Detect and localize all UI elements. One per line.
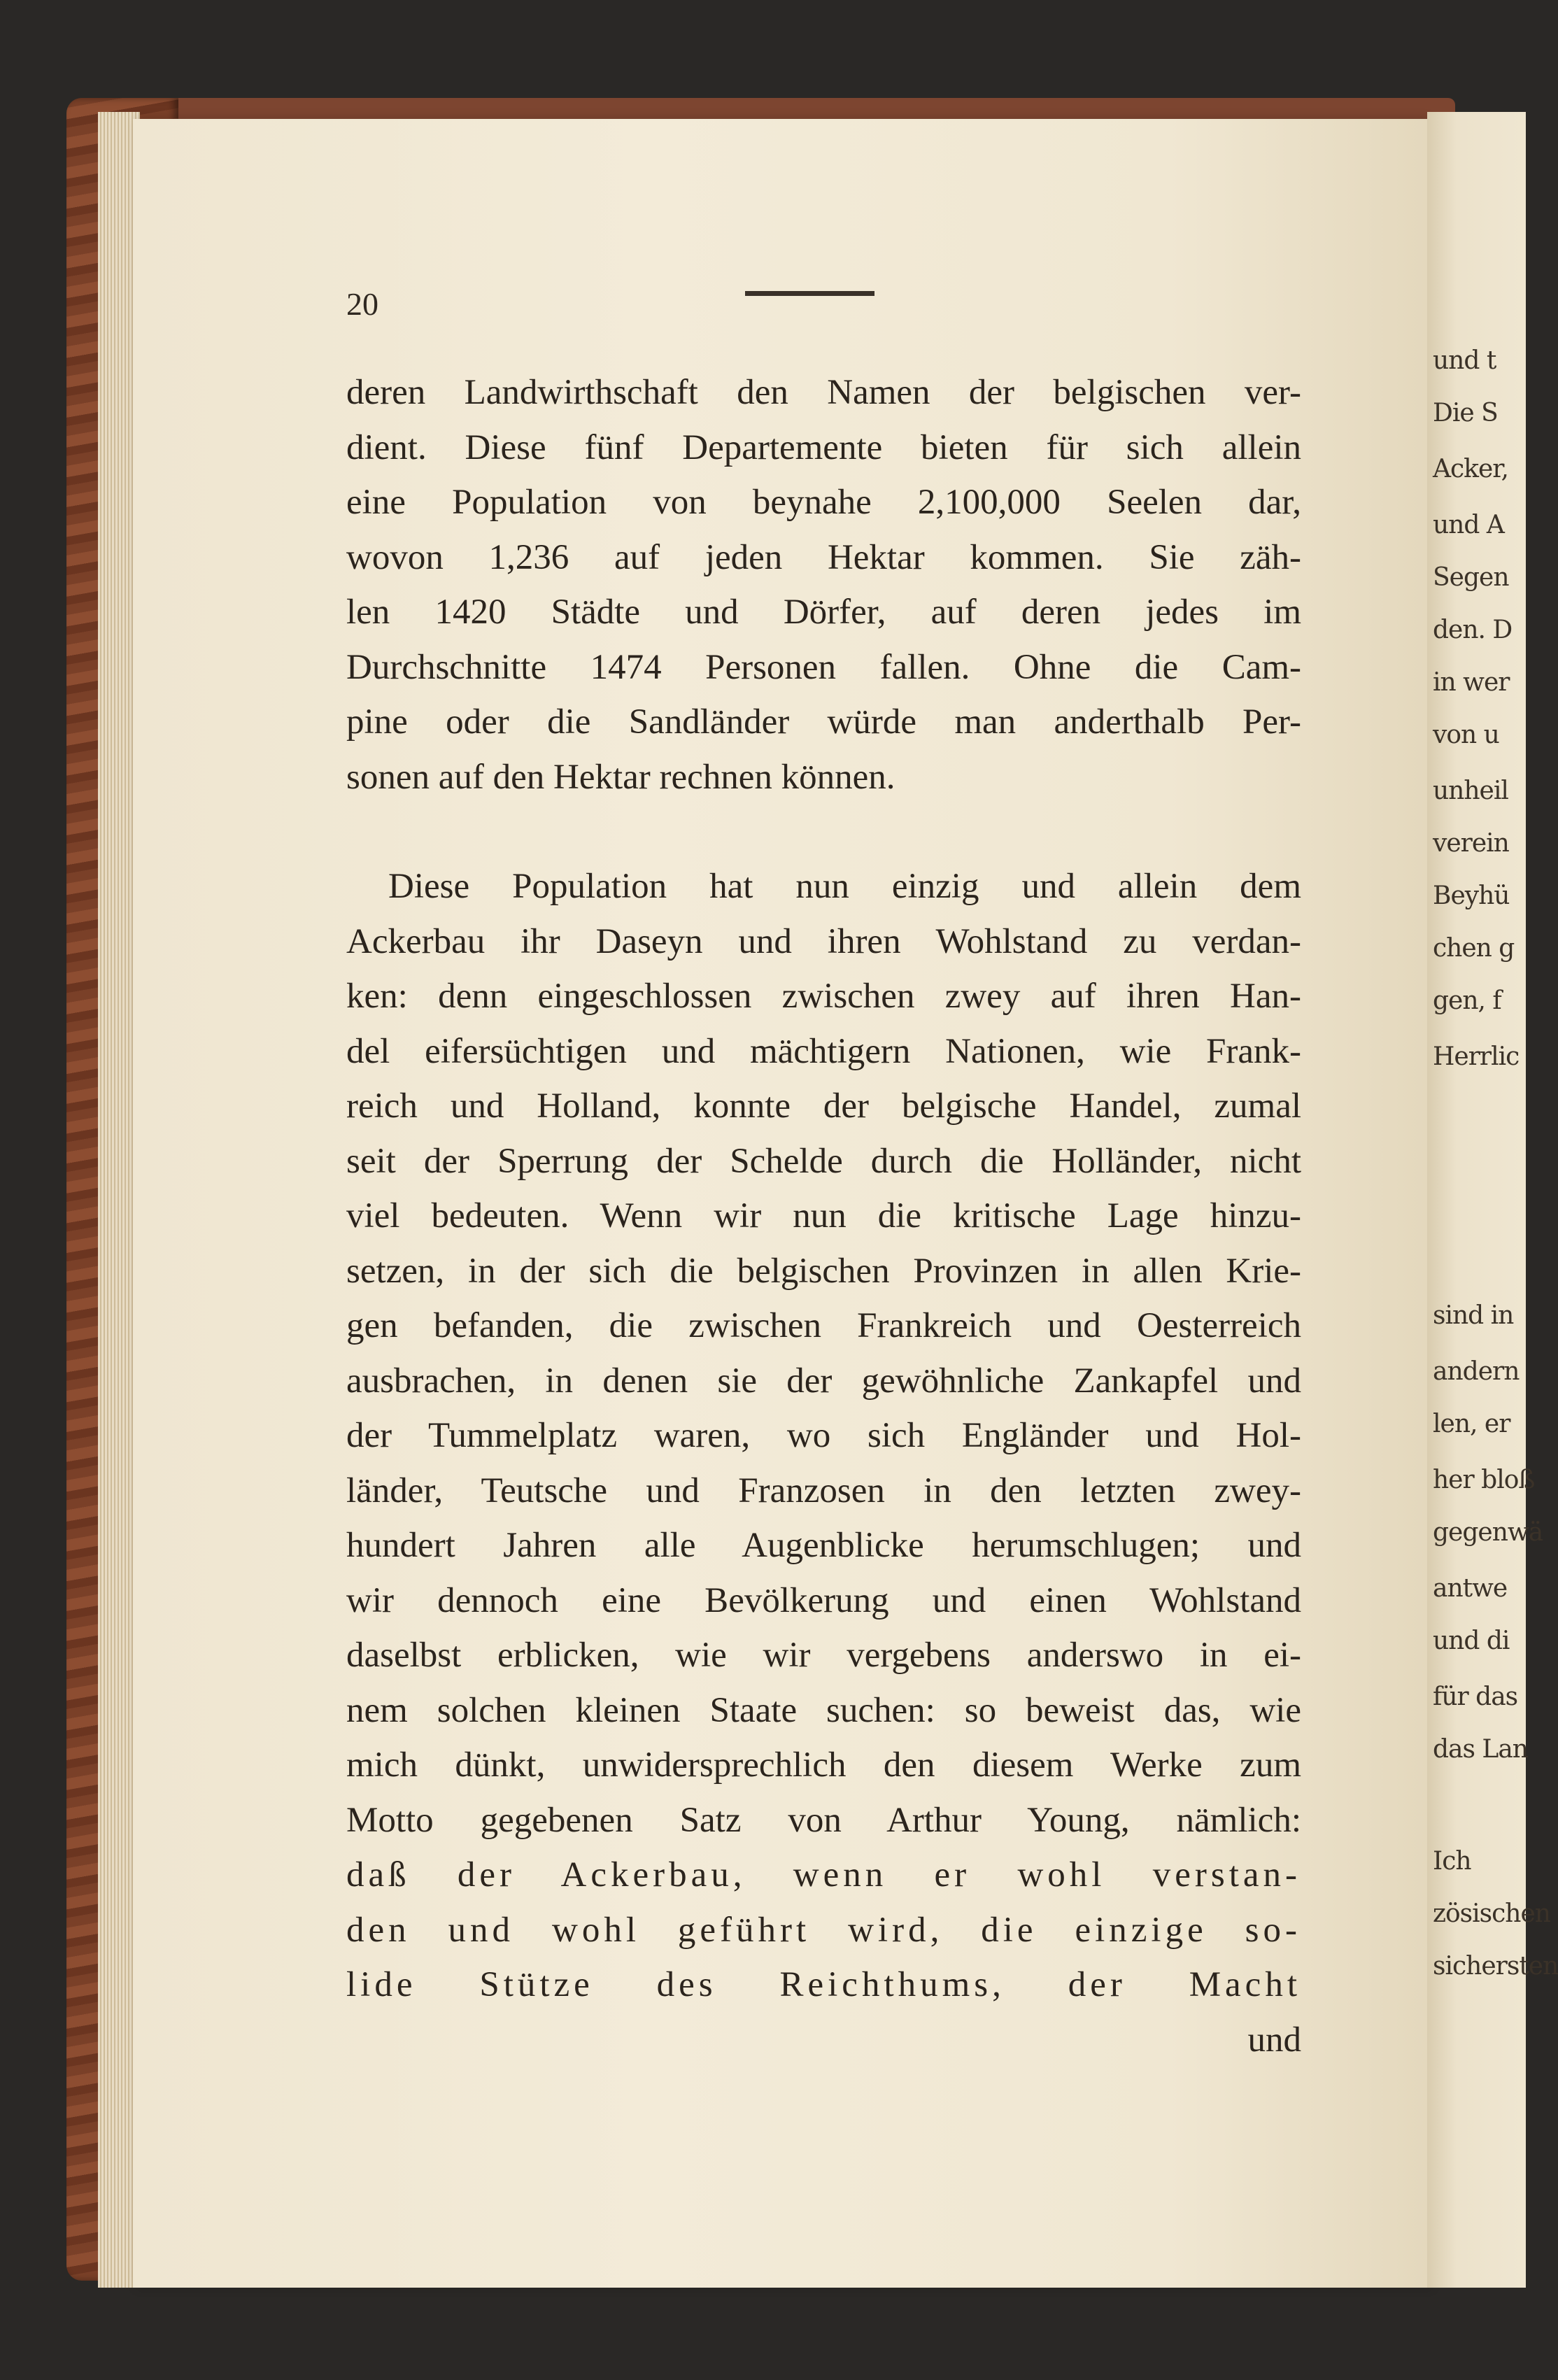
facing-page-fragment: Acker, xyxy=(1433,455,1508,483)
text-line: reich und Holland, konnte der belgische Handel, zumal xyxy=(346,1086,1301,1126)
text-line: sonen auf den Hektar rechnen können. xyxy=(346,757,895,797)
facing-page-fragment: chen g xyxy=(1433,934,1515,963)
text-line: viel bedeuten. Wenn wir nun die kritische Lage hinzu- xyxy=(346,1196,1301,1235)
text-line: wir dennoch eine Bevölkerung und einen Wohlstand xyxy=(346,1580,1301,1620)
catchword: und xyxy=(1247,2020,1301,2060)
text-line: setzen, in der sich die belgischen Provinzen in allen Krie- xyxy=(346,1251,1301,1291)
facing-page-fragment: in wer xyxy=(1433,668,1510,697)
facing-page-fragment: gegenwä xyxy=(1433,1518,1543,1547)
text-line: pine oder die Sandländer würde man anderthalb Per- xyxy=(346,702,1301,742)
facing-page-fragment: für das xyxy=(1433,1683,1518,1711)
text-line: Motto gegebenen Satz von Arthur Young, nämlich: xyxy=(346,1800,1301,1840)
facing-page-fragment: sind in xyxy=(1433,1301,1514,1330)
facing-page-fragment: den. D xyxy=(1433,616,1513,644)
text-line: lide Stütze des Reichthums, der Macht xyxy=(346,1965,1301,2004)
facing-page-fragment: len, er xyxy=(1433,1410,1510,1438)
text-line: nem solchen kleinen Staate suchen: so beweist das, wie xyxy=(346,1690,1301,1730)
facing-page-fragment: Die S xyxy=(1433,399,1498,427)
text-line: ausbrachen, in denen sie der gewöhnliche Zankapfel und xyxy=(346,1361,1301,1401)
facing-page-fragment: und di xyxy=(1433,1627,1510,1655)
paragraph-2 xyxy=(346,859,1301,2067)
facing-page-fragment: Segen xyxy=(1433,563,1509,592)
facing-page-fragment: Ich xyxy=(1433,1847,1471,1876)
facing-page-fragment: das Lan xyxy=(1433,1735,1528,1764)
page-number: 20 xyxy=(346,286,378,322)
text-line: eine Population von beynahe 2,100,000 Seelen dar, xyxy=(346,483,1301,522)
facing-page-fragment: unheil xyxy=(1433,777,1508,805)
text-line: len 1420 Städte und Dörfer, auf deren jedes im xyxy=(346,593,1301,632)
text-line: Ackerbau ihr Daseyn und ihren Wohlstand zu verdan- xyxy=(346,921,1301,961)
text-line: länder, Teutsche und Franzosen in den letzten zwey- xyxy=(346,1471,1301,1510)
text-line: seit der Sperrung der Schelde durch die Holländer, nicht xyxy=(346,1141,1301,1181)
text-line: wovon 1,236 auf jeden Hektar kommen. Sie zäh- xyxy=(346,537,1301,577)
facing-page-fragment: und t xyxy=(1433,346,1496,375)
text-line: mich dünkt, unwidersprechlich den diesem Werke zum xyxy=(346,1745,1301,1785)
facing-page-fragment: antwe xyxy=(1433,1574,1508,1603)
paragraph-gap xyxy=(346,805,1301,859)
text-line: Diese Population hat nun einzig und allein dem xyxy=(388,867,1301,906)
facing-page-fragment: sichersten xyxy=(1433,1952,1558,1981)
text-line: del eifersüchtigen und mächtigern Nationen, wie Frank- xyxy=(346,1031,1301,1071)
text-line: daß der Ackerbau, wenn er wohl verstan- xyxy=(346,1855,1301,1894)
text-line: deren Landwirthschaft den Namen der belgischen ver- xyxy=(346,373,1301,412)
facing-page xyxy=(1427,112,1558,2288)
facing-page-fragment: andern xyxy=(1433,1357,1520,1386)
text-line: daselbst erblicken, wie wir vergebens anderswo in ei- xyxy=(346,1636,1301,1675)
facing-page-fragment: zösischen xyxy=(1433,1899,1550,1928)
facing-page-fragment: verein xyxy=(1433,829,1509,858)
text-line: ken: denn eingeschlossen zwischen zwey auf ihren Han- xyxy=(346,977,1301,1016)
paragraph-1 xyxy=(346,365,1301,805)
facing-page-fragment: Herrlic xyxy=(1433,1042,1520,1071)
text-line: hundert Jahren alle Augenblicke herumschlugen; und xyxy=(346,1526,1301,1565)
facing-page-fragment: her bloß xyxy=(1433,1466,1535,1494)
page-text xyxy=(346,365,1301,2067)
text-line: Durchschnitte 1474 Personen fallen. Ohne die Cam- xyxy=(346,647,1301,687)
text-line: dient. Diese fünf Departemente bieten für sich allein xyxy=(346,427,1301,467)
facing-page-fragment: von u xyxy=(1433,721,1499,749)
text-line: den und wohl geführt wird, die einzige so- xyxy=(346,1910,1301,1950)
facing-page-fragment: Beyhü xyxy=(1433,881,1510,910)
facing-page-fragment: und A xyxy=(1433,511,1504,539)
header-rule xyxy=(745,291,874,296)
facing-page-fragment: gen, f xyxy=(1433,986,1501,1015)
text-line: der Tummelplatz waren, wo sich Engländer und Hol- xyxy=(346,1416,1301,1455)
text-line: gen befanden, die zwischen Frankreich und Oesterreich xyxy=(346,1306,1301,1345)
